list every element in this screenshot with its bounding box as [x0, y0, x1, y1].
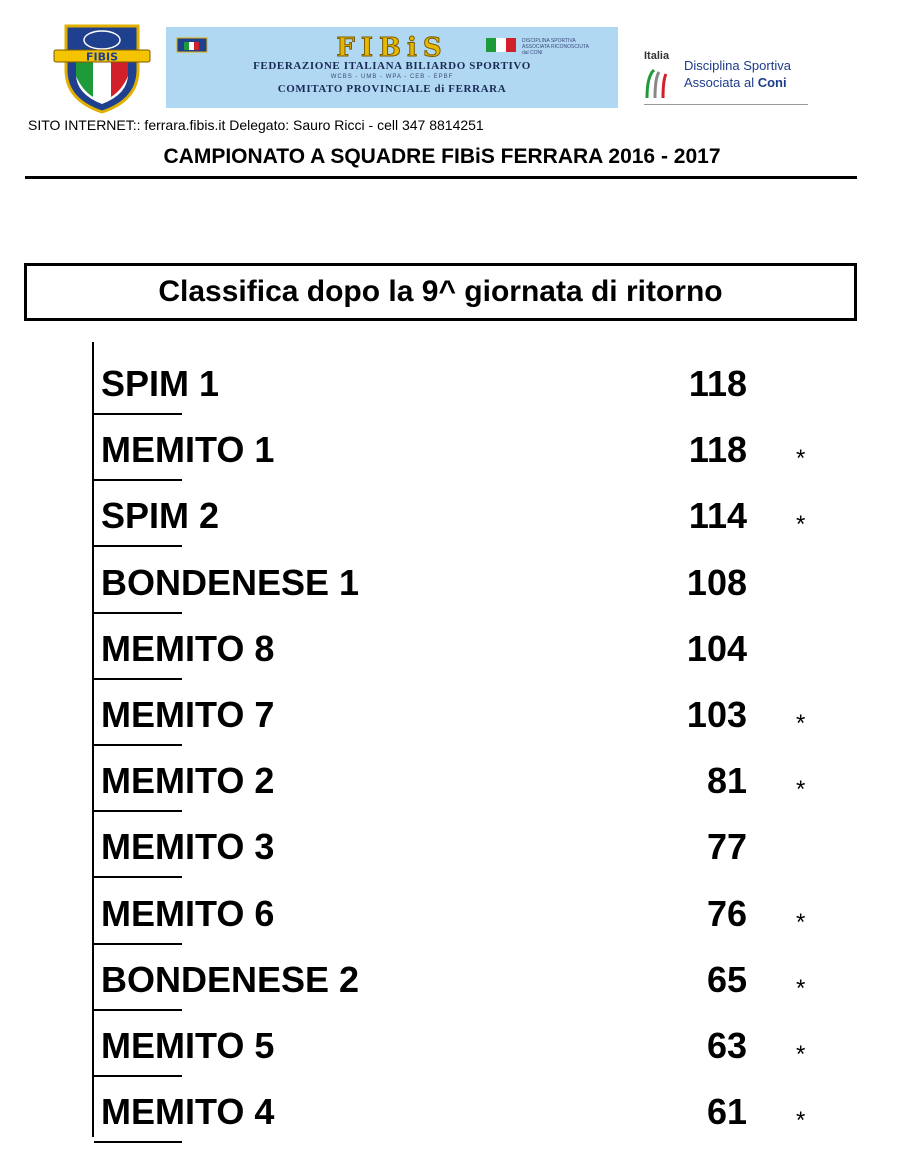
team-name: MEMITO 1	[101, 429, 275, 471]
team-name: MEMITO 6	[101, 892, 275, 934]
team-name: BONDENESE 1	[101, 561, 360, 603]
coni-line2: Associata al Coni	[684, 75, 787, 90]
title-divider	[25, 176, 857, 179]
fibis-shield-logo	[52, 22, 152, 114]
site-contact-line: SITO INTERNET:: ferrara.fibis.it Delegato: Sauro Ricci - cell 347 8814251	[28, 117, 484, 133]
asterisk-mark: *	[796, 974, 806, 1002]
banner-committee: COMITATO PROVINCIALE di FERRARA	[277, 83, 507, 95]
coni-line1: Disciplina Sportiva	[684, 58, 791, 73]
coni-logo	[640, 40, 810, 106]
team-name: SPIM 1	[101, 363, 220, 404]
team-name: MEMITO 4	[101, 1091, 275, 1133]
italian-flag-icon	[485, 37, 517, 53]
team-name: MEMITO 3	[101, 826, 275, 868]
team-name: MEMITO 7	[101, 694, 275, 735]
asterisk-mark: *	[796, 776, 806, 804]
team-points: 104	[686, 627, 747, 669]
team-points: 65	[706, 958, 747, 1000]
table-row	[94, 680, 834, 746]
table-row	[94, 812, 834, 878]
table-row	[94, 548, 834, 614]
banner-federation-name: FEDERAZIONE ITALIANA BILIARDO SPORTIVO	[253, 60, 531, 72]
team-name: SPIM 2	[101, 495, 220, 537]
asterisk-mark: *	[796, 1041, 806, 1068]
asterisk-mark: *	[796, 710, 806, 737]
team-points: 81	[706, 760, 747, 802]
team-name: MEMITO 5	[101, 1025, 275, 1066]
team-name: MEMITO 8	[101, 627, 275, 669]
table-row	[94, 746, 834, 812]
team-points: 77	[706, 826, 747, 868]
table-row	[94, 415, 834, 481]
team-points: 103	[686, 694, 747, 735]
banner-affiliations: WCBS - UMB - WPA - CEB - EPBF	[330, 74, 454, 80]
team-points: 118	[688, 429, 747, 471]
federation-banner	[166, 27, 618, 108]
team-name: MEMITO 2	[101, 760, 275, 802]
team-points: 108	[686, 561, 747, 603]
coni-arc-icon	[644, 66, 674, 100]
asterisk-mark: *	[796, 908, 806, 936]
coni-underline	[644, 104, 808, 105]
table-row	[94, 879, 834, 945]
row-underline	[94, 1141, 182, 1143]
coni-italia-label: Italia	[644, 50, 670, 62]
team-points: 76	[706, 892, 747, 934]
table-row	[94, 349, 834, 415]
banner-small-print: DISCIPLINA SPORTIVA ASSOCIATA RICONOSCIUTA dal CONI	[522, 38, 589, 56]
fibis-logo-text: FIBIS	[85, 50, 119, 64]
team-points: 114	[688, 495, 747, 537]
asterisk-mark: *	[796, 1107, 806, 1135]
team-points: 61	[706, 1091, 747, 1133]
table-row	[94, 614, 834, 680]
team-name: BONDENESE 2	[101, 958, 360, 1000]
table-row	[94, 1077, 834, 1143]
asterisk-mark: *	[796, 445, 806, 473]
asterisk-mark: *	[796, 511, 806, 539]
classifica-heading: Classifica dopo la 9^ giornata di ritorno	[24, 263, 857, 321]
team-points: 118	[688, 363, 747, 404]
table-row	[94, 481, 834, 547]
championship-title: CAMPIONATO A SQUADRE FIBiS FERRARA 2016 - 2017	[163, 145, 721, 168]
table-row	[94, 945, 834, 1011]
banner-wordmark: FIBiS	[336, 33, 448, 63]
table-row	[94, 1011, 834, 1077]
team-points: 63	[706, 1025, 747, 1066]
